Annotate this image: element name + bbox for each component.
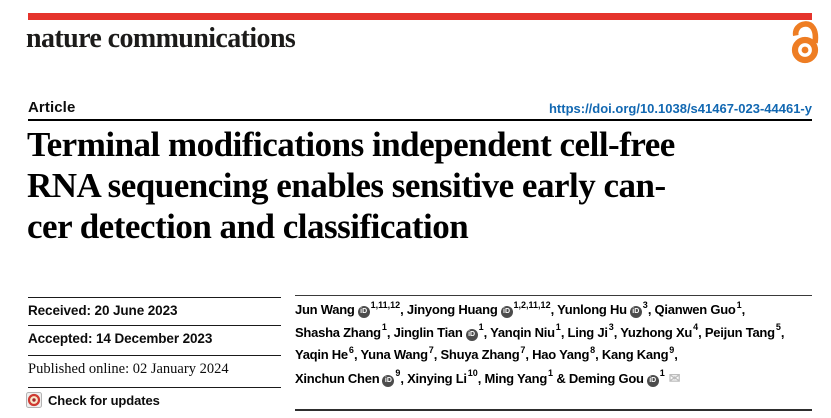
orcid-icon[interactable]: iD: [358, 306, 370, 318]
author-affiliation-superscript: 7: [520, 344, 526, 355]
header-divider: [28, 119, 812, 121]
history-divider: [28, 325, 281, 326]
check-for-updates-icon: [26, 392, 42, 408]
author-name: Yaqin He: [295, 347, 348, 363]
open-access-icon: [788, 21, 822, 64]
article-title-line-3: cer detection and classification: [27, 207, 469, 246]
author-name: Ling Ji: [567, 324, 608, 340]
author-affiliation-superscript: 1: [381, 322, 387, 333]
author-affiliation-superscript: 3: [608, 322, 614, 333]
author-affiliation-superscript: 1: [659, 368, 665, 379]
author-name: Shuya Zhang: [440, 347, 520, 363]
author-affiliation-superscript: 1: [548, 368, 554, 379]
journal-wordmark: nature communications: [26, 23, 296, 54]
authors-divider-bottom: [295, 409, 812, 411]
history-divider: [28, 387, 281, 388]
author-name: Jinyong Huang: [406, 302, 498, 317]
author-affiliation-superscript: 1: [736, 299, 742, 310]
check-for-updates-label: Check for updates: [48, 392, 160, 408]
author-affiliation-superscript: 5: [775, 322, 781, 333]
orcid-icon[interactable]: iD: [466, 329, 478, 341]
author-name: Hao Yang: [532, 347, 590, 363]
author-affiliation-superscript: 9: [395, 368, 401, 379]
orcid-icon[interactable]: iD: [647, 375, 659, 387]
masthead-red-bar: [28, 13, 812, 20]
accepted-date: Accepted: 14 December 2023: [28, 331, 213, 346]
author-line: Shasha Zhang$^1$, Jinglin Tian $iD^1$, Yanqin Niu$^1$, Ling Ji$^3$, Yuzhong Xu$^4$, Peijun Tang$^5$,: [295, 322, 785, 340]
orcid-icon[interactable]: iD: [630, 306, 642, 318]
author-line: Yaqin He$^6$, Yuna Wang$^7$, Shuya Zhang$^7$, Hao Yang$^8$, Kang Kang$^9$,: [295, 344, 678, 363]
author-name: Xinying Li: [407, 370, 467, 386]
author-name: Peijun Tang: [704, 324, 775, 340]
author-affiliation-superscript: 7: [428, 344, 434, 355]
author-name: Yuna Wang: [360, 347, 428, 363]
author-affiliation-superscript: 8: [590, 344, 596, 355]
author-affiliation-superscript: 4: [693, 322, 699, 333]
author-affiliation-superscript: 1,2,11,12: [513, 299, 551, 310]
article-title-line-2: RNA sequencing enables sensitive early can-: [27, 166, 666, 205]
author-name: Shasha Zhang: [295, 324, 381, 340]
author-line: Xinchun Chen $iD^9$, Xinying Li$^{10}$, Ming Yang$^1$ & Deming Gou $iD^1$ ✉: [295, 368, 681, 386]
history-divider: [28, 355, 281, 356]
author-name: Yunlong Hu: [557, 302, 627, 317]
author-list: [295, 299, 827, 389]
article-title: [27, 124, 827, 247]
author-affiliation-superscript: 6: [348, 344, 354, 355]
author-name: Deming Gou: [568, 370, 644, 386]
author-affiliation-superscript: 9: [669, 344, 675, 355]
author-line: Jun Wang iD$^{1,11,12}$, Jinyong Huang iD$^{1,2,11,12}$, Yunlong Hu $iD^3$, Qianwen Guo$^1$,: [295, 299, 745, 317]
doi-link[interactable]: https://doi.org/10.1038/s41467-023-44461-y: [548, 101, 812, 116]
author-name: Jun Wang: [295, 302, 355, 317]
author-affiliation-superscript: 1: [478, 322, 484, 333]
published-online-date: Published online: 02 January 2024: [28, 361, 229, 377]
received-date: Received: 20 June 2023: [28, 303, 178, 318]
check-for-updates-button[interactable]: [26, 392, 160, 408]
author-name: Qianwen Guo: [654, 302, 736, 317]
author-affiliation-superscript: 1,11,12: [370, 299, 401, 310]
author-name: Yanqin Niu: [490, 324, 555, 340]
author-name: Yuzhong Xu: [620, 324, 693, 340]
author-name: Jinglin Tian: [393, 324, 463, 340]
author-affiliation-superscript: 10: [467, 368, 478, 379]
author-affiliation-superscript: 1: [555, 322, 561, 333]
history-divider: [28, 297, 281, 298]
article-kicker: Article: [28, 99, 76, 116]
article-title-line-1: Terminal modifications independent cell-free: [27, 125, 675, 164]
authors-divider-top: [295, 295, 812, 296]
corresponding-author-email-icon[interactable]: ✉: [668, 369, 681, 386]
author-affiliation-superscript: 3: [642, 299, 648, 310]
orcid-icon[interactable]: iD: [501, 306, 513, 318]
orcid-icon[interactable]: iD: [382, 375, 394, 387]
author-name: Ming Yang: [484, 370, 548, 386]
author-name: Xinchun Chen: [295, 370, 380, 386]
author-name: Kang Kang: [601, 347, 669, 363]
